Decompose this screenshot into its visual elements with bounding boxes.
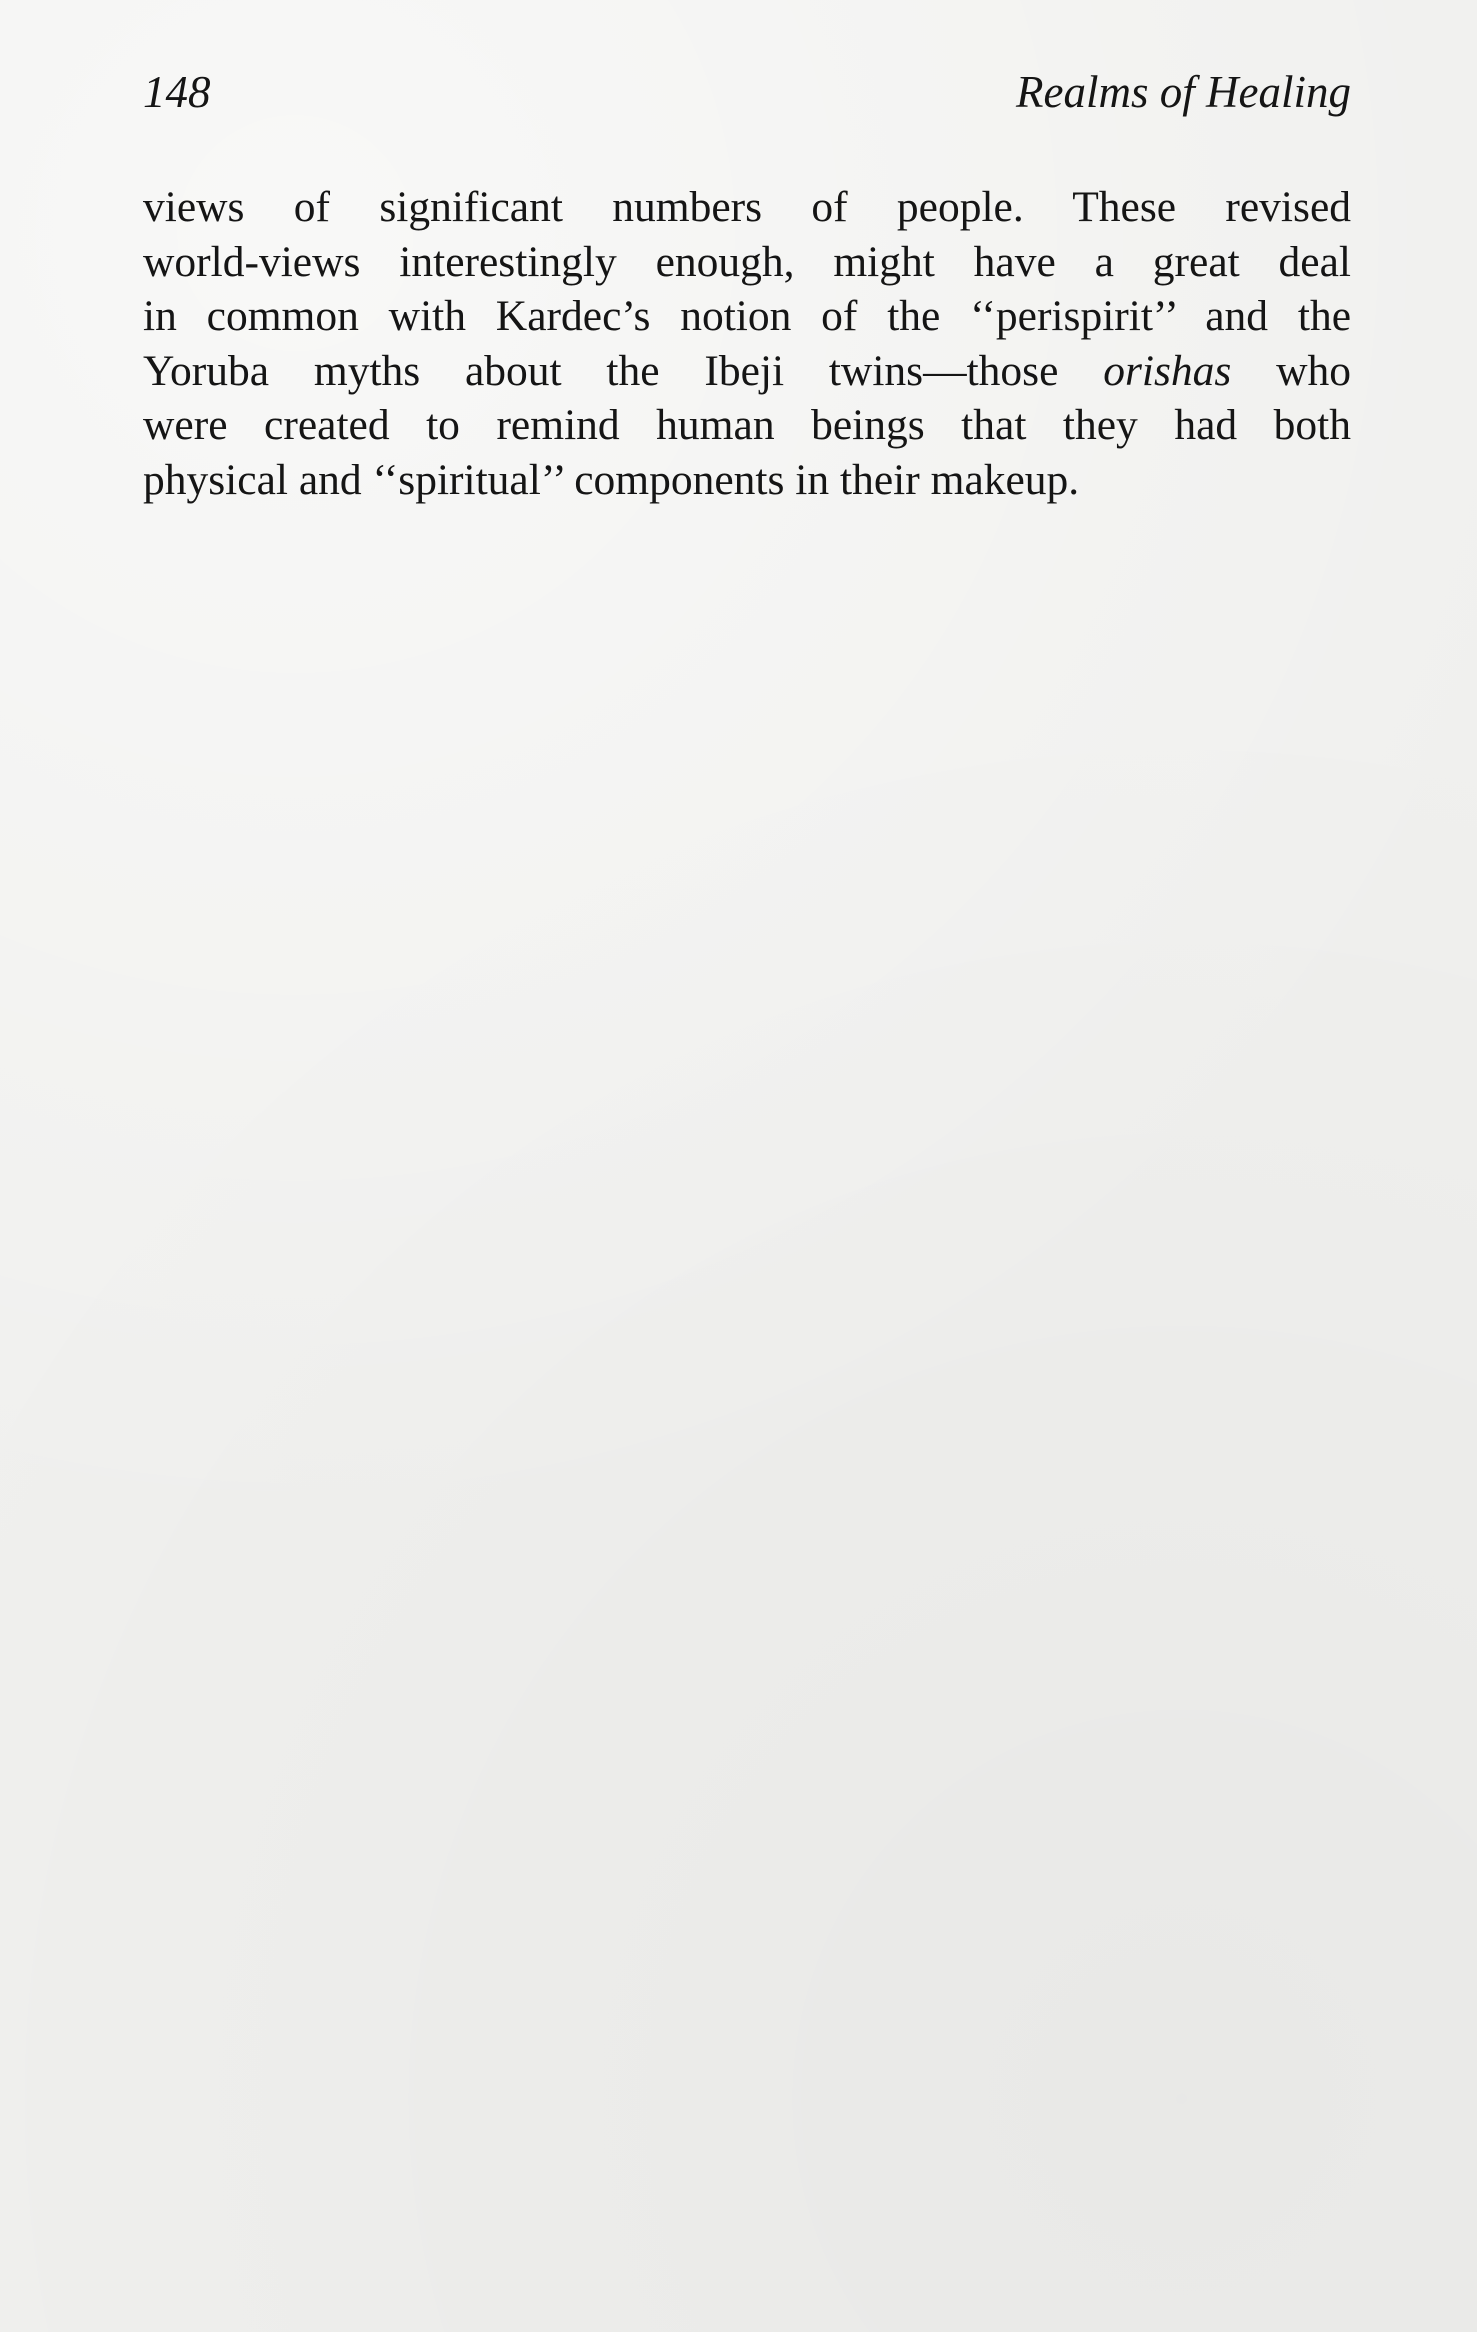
text-line: views of significant numbers of people. These revised <box>143 183 1351 231</box>
text-run: Yoruba myths about the Ibeji twins—those <box>143 346 1104 395</box>
italic-term: orishas <box>1103 346 1232 395</box>
body-paragraph <box>143 180 1351 507</box>
running-title: Realms of Healing <box>1016 67 1351 117</box>
text-line: world-views interestingly enough, might have a great deal <box>143 237 1351 286</box>
text-run: who <box>1231 346 1351 395</box>
page-number: 148 <box>143 67 211 117</box>
text-line: in common with Kardec’s notion of the ‘‘perispirit’’ and the <box>143 292 1351 340</box>
text-line: physical and ‘‘spiritual’’ components in their makeup. <box>143 455 1080 504</box>
text-line: were created to remind human beings that they had both <box>143 401 1351 449</box>
page-header <box>143 62 1351 122</box>
text-line <box>143 344 1351 399</box>
